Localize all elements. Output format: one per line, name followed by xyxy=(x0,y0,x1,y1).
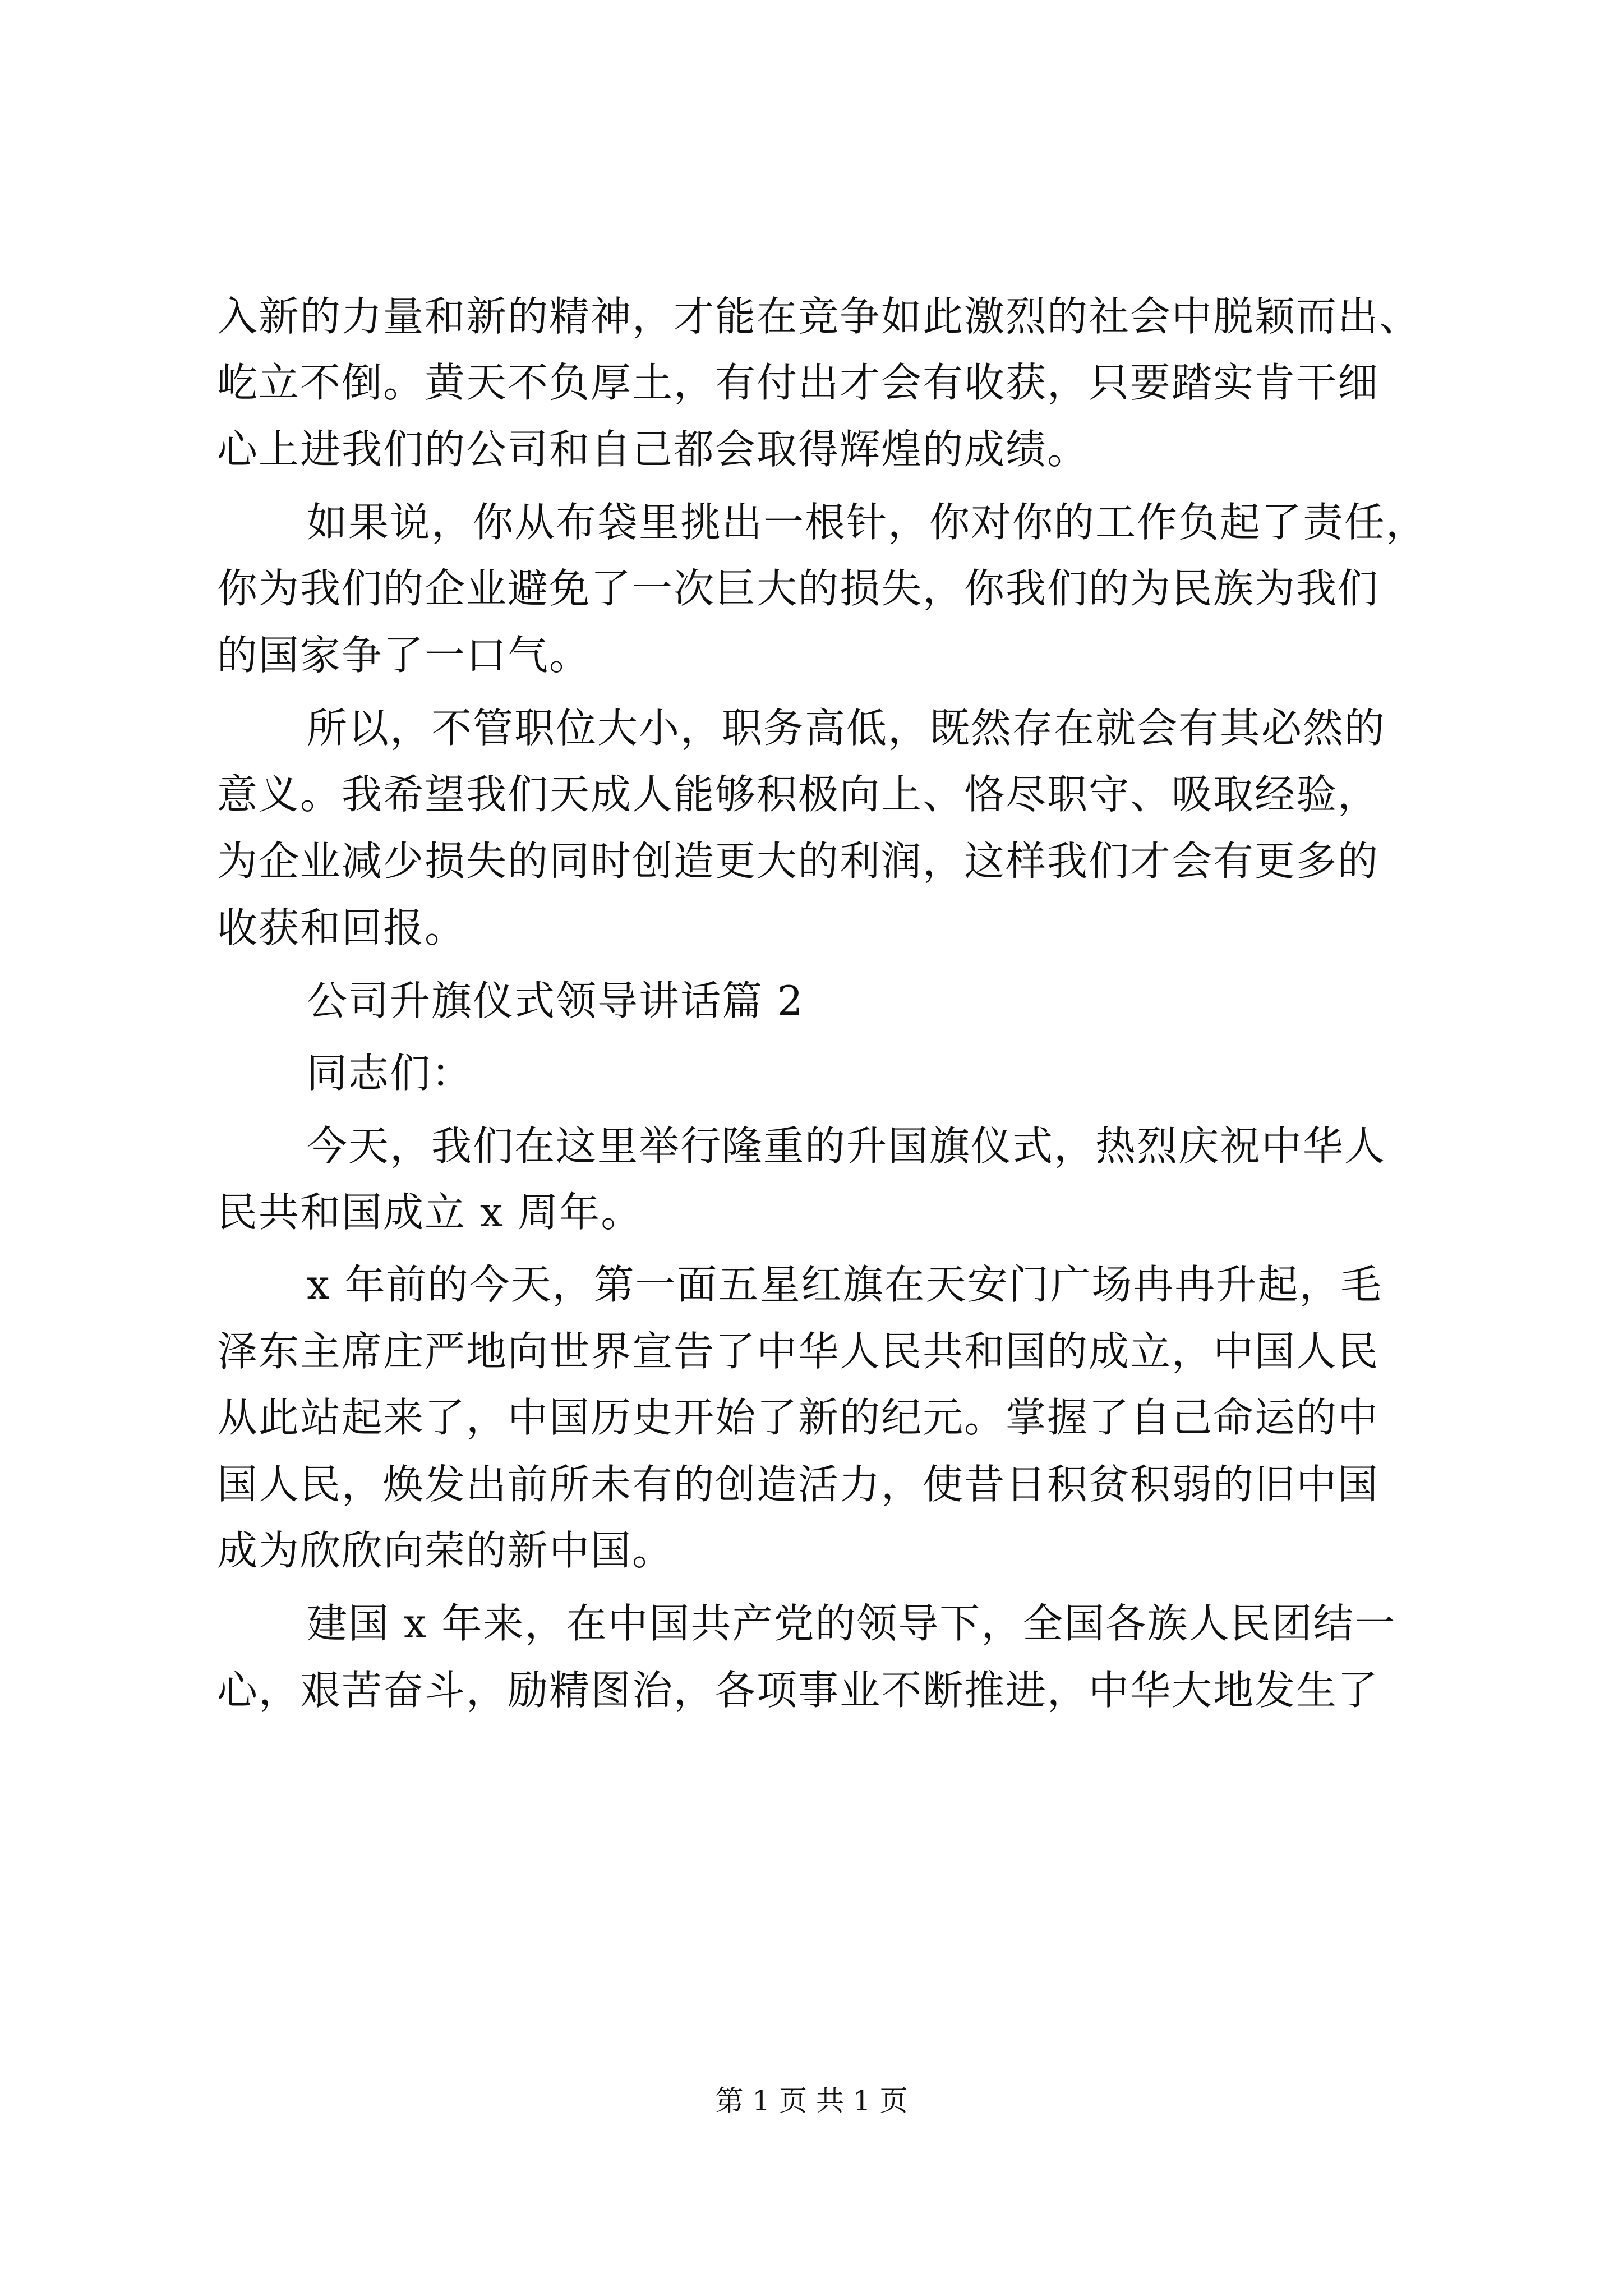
text-line: 入新的力量和新的精神，才能在竞争如此激烈的社会中脱颖而出、 xyxy=(217,293,1421,340)
text-line: 所以，不管职位大小，职务高低，既然存在就会有其必然的 xyxy=(307,705,1386,752)
text-line: 国人民，焕发出前所未有的创造活力，使昔日积贫积弱的旧中国 xyxy=(217,1461,1380,1508)
text-line: 泽东主席庄严地向世界宣告了中华人民共和国的成立，中国人民 xyxy=(217,1328,1380,1375)
salutation: 同志们： xyxy=(307,1050,473,1097)
text-line: 民共和国成立 x 周年。 xyxy=(217,1189,643,1236)
text-line: 如果说，你从布袋里挑出一根针，你对你的工作负起了责任， xyxy=(307,499,1428,546)
text-line: 的国家争了一口气。 xyxy=(217,632,591,679)
text-line: 从此站起来了，中国历史开始了新的纪元。掌握了自己命运的中 xyxy=(217,1394,1380,1441)
text-line: 屹立不倒。黄天不负厚土，有付出才会有收获，只要踏实肯干细 xyxy=(217,359,1380,406)
text-line: 为企业减少损失的同时创造更大的利润，这样我们才会有更多的 xyxy=(217,838,1380,885)
text-line: 成为欣欣向荣的新中国。 xyxy=(217,1527,674,1574)
section-heading: 公司升旗仪式领导讲话篇 2 xyxy=(307,977,804,1024)
text-line: 建国 x 年来，在中国共产党的领导下，全国各族人民团结一 xyxy=(307,1600,1396,1647)
page-number-footer: 第 1 页 共 1 页 xyxy=(715,2085,908,2117)
text-line: x 年前的今天，第一面五星红旗在天安门广场冉冉升起，毛 xyxy=(307,1261,1382,1308)
text-line: 你为我们的企业避免了一次巨大的损失，你我们的为民族为我们 xyxy=(217,565,1380,612)
text-line: 收获和回报。 xyxy=(217,904,467,951)
text-line: 意义。我希望我们天成人能够积极向上、恪尽职守、吸取经验， xyxy=(217,771,1380,818)
text-line: 今天，我们在这里举行隆重的升国旗仪式，热烈庆祝中华人 xyxy=(307,1122,1386,1170)
text-line: 心上进我们的公司和自己都会取得辉煌的成绩。 xyxy=(217,426,1089,473)
text-line: 心，艰苦奋斗，励精图治，各项事业不断推进，中华大地发生了 xyxy=(217,1667,1380,1714)
